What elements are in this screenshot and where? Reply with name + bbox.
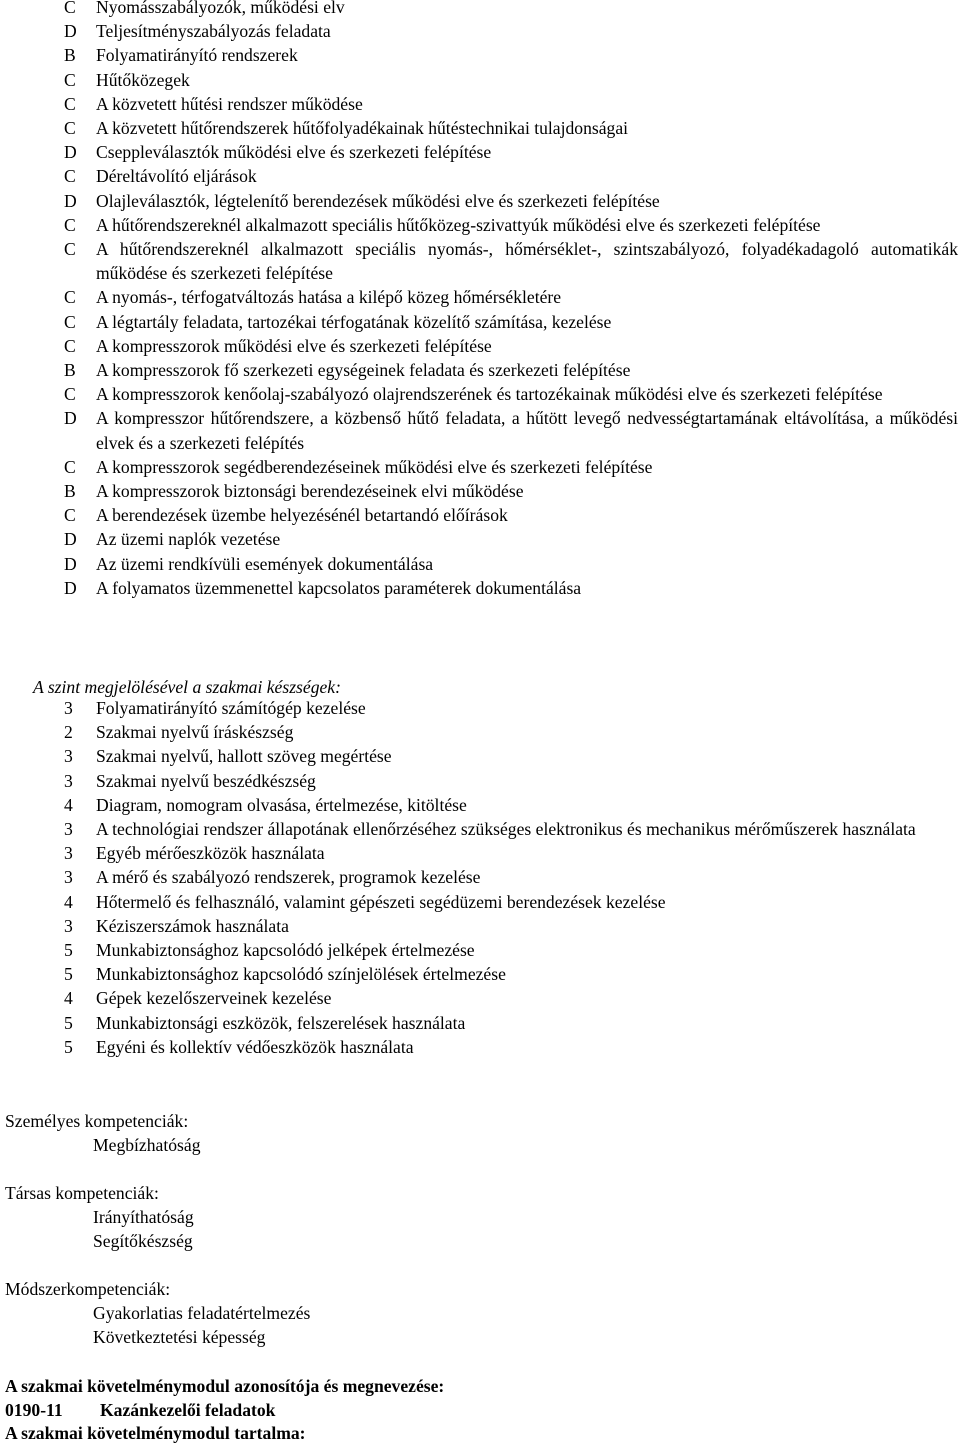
skills-heading: A szint megjelölésével a szakmai készségek: xyxy=(33,677,341,697)
module-content-heading: A szakmai követelménymodul tartalma: xyxy=(5,1423,306,1443)
skill-item-level: 5 xyxy=(64,1036,73,1057)
knowledge-item-text: A közvetett hűtőrendszerek hűtőfolyadékainak hűtéstechnikai tulajdonságai xyxy=(96,118,629,139)
knowledge-item-level: C xyxy=(64,69,76,90)
personal-competencies-title: Személyes kompetenciák: xyxy=(5,1111,189,1131)
knowledge-item xyxy=(0,285,958,309)
module-heading: A szakmai követelménymodul azonosítója és megnevezése: xyxy=(5,1376,445,1396)
knowledge-item-level: C xyxy=(64,335,76,356)
knowledge-item xyxy=(0,479,958,503)
module-name: Kazánkezelői feladatok xyxy=(100,1399,276,1420)
knowledge-item xyxy=(0,19,958,43)
knowledge-item-text: A kompresszorok biztonsági berendezéseinek elvi működése xyxy=(96,481,524,502)
knowledge-item-level: C xyxy=(64,287,76,308)
skill-item-text: A technológiai rendszer állapotának ellenőrzéséhez szükséges elektronikus és mechanikus mérőműszerek használata xyxy=(96,819,916,840)
knowledge-item-text: A nyomás-, térfogatváltozás hatása a kilépő közeg hőmérsékletére xyxy=(96,287,562,308)
personal-competencies xyxy=(0,1109,201,1157)
knowledge-item-level: C xyxy=(64,311,76,332)
skill-item-text: A mérő és szabályozó rendszerek, programok kezelése xyxy=(96,867,481,888)
knowledge-item-text: Déreltávolító eljárások xyxy=(96,166,257,187)
knowledge-item xyxy=(0,0,958,19)
skill-item-level: 3 xyxy=(64,867,73,888)
skill-item-text: Egyéni és kollektív védőeszközök használata xyxy=(96,1036,414,1057)
knowledge-item xyxy=(0,237,958,285)
knowledge-item xyxy=(0,68,958,92)
knowledge-list xyxy=(0,0,958,600)
knowledge-item-level: C xyxy=(64,505,76,526)
personal-competency-item: Megbízhatóság xyxy=(93,1135,201,1155)
knowledge-item-level: C xyxy=(64,166,76,187)
knowledge-item-level: B xyxy=(64,45,76,66)
skill-item-level: 5 xyxy=(64,964,73,985)
module-code: 0190-11 xyxy=(5,1399,63,1420)
knowledge-item-level: C xyxy=(64,118,76,139)
knowledge-item xyxy=(0,358,958,382)
skill-item-text: Munkabiztonsághoz kapcsolódó jelképek értelmezése xyxy=(96,940,475,961)
social-competencies-title: Társas kompetenciák: xyxy=(5,1183,159,1203)
knowledge-item-level: B xyxy=(64,360,76,381)
knowledge-item xyxy=(0,406,958,454)
knowledge-item-text: Az üzemi naplók vezetése xyxy=(96,529,281,550)
skill-item-level: 3 xyxy=(64,843,73,864)
knowledge-item-text: A hűtőrendszereknél alkalmazott speciális hűtőközeg-szivattyúk működési elve és szerkezeti felépítése xyxy=(96,214,821,235)
knowledge-item-text: A folyamatos üzemmenettel kapcsolatos paraméterek dokumentálása xyxy=(96,577,582,598)
skill-item xyxy=(0,744,958,768)
knowledge-item-level: B xyxy=(64,481,76,502)
knowledge-item-level: C xyxy=(64,93,76,114)
skill-item xyxy=(0,938,958,962)
skill-item-level: 3 xyxy=(64,915,73,936)
method-competency-item: Gyakorlatias feladatértelmezés xyxy=(93,1303,311,1323)
skill-item xyxy=(0,769,958,793)
skill-item xyxy=(0,914,958,938)
skill-item xyxy=(0,890,958,914)
skill-item xyxy=(0,962,958,986)
knowledge-item xyxy=(0,92,958,116)
knowledge-item xyxy=(0,576,958,600)
skill-item-level: 3 xyxy=(64,819,73,840)
knowledge-item-level: D xyxy=(64,577,77,598)
knowledge-item-text: A kompresszorok működési elve és szerkezeti felépítése xyxy=(96,335,492,356)
knowledge-item-text: Olajleválasztók, légtelenítő berendezések működési elve és szerkezeti felépítése xyxy=(96,190,660,211)
skill-item-level: 5 xyxy=(64,1012,73,1033)
skill-item-text: Hőtermelő és felhasználó, valamint gépészeti segédüzemi berendezések kezelése xyxy=(96,891,666,912)
skill-item-level: 3 xyxy=(64,746,73,767)
skill-item xyxy=(0,696,958,720)
knowledge-item-level: D xyxy=(64,142,77,163)
skill-item-level: 2 xyxy=(64,722,73,743)
method-competencies xyxy=(0,1277,310,1349)
module-footer xyxy=(5,1375,444,1446)
knowledge-item-level: C xyxy=(64,456,76,477)
module-identifier xyxy=(5,1399,444,1423)
knowledge-item-text: A kompresszorok kenőolaj-szabályozó olajrendszerének és tartozékainak működési elve és szerkezeti felépítése xyxy=(96,384,883,405)
knowledge-item-text: A hűtőrendszereknél alkalmazott speciális nyomás-, hőmérséklet-, szintszabályozó, folyadékadagoló automatikák működése és szerkezeti felépítése xyxy=(96,239,958,284)
skill-item-text: Gépek kezelőszerveinek kezelése xyxy=(96,988,332,1009)
skill-item-text: Folyamatirányító számítógép kezelése xyxy=(96,698,366,718)
skill-item-text: Egyéb mérőeszközök használata xyxy=(96,843,325,864)
skill-item-level: 5 xyxy=(64,940,73,961)
skill-item-level: 4 xyxy=(64,891,73,912)
knowledge-item-text: Az üzemi rendkívüli események dokumentálása xyxy=(96,553,434,574)
knowledge-item-text: A berendezések üzembe helyezésénél betartandó előírások xyxy=(96,505,508,526)
skill-item-text: Kéziszerszámok használata xyxy=(96,915,289,936)
knowledge-item-level: D xyxy=(64,529,77,550)
knowledge-item xyxy=(0,164,958,188)
knowledge-item-text: A légtartály feladata, tartozékai térfogatának közelítő számítása, kezelése xyxy=(96,311,612,332)
social-competency-item: Segítőkészség xyxy=(93,1231,193,1251)
skill-item-text: Szakmai nyelvű, hallott szöveg megértése xyxy=(96,746,392,767)
knowledge-item-level: D xyxy=(64,190,77,211)
knowledge-item xyxy=(0,140,958,164)
skill-item xyxy=(0,865,958,889)
skill-item xyxy=(0,1035,958,1059)
skill-item-text: Diagram, nomogram olvasása, értelmezése, kitöltése xyxy=(96,794,467,815)
skill-item xyxy=(0,793,958,817)
knowledge-item-level: C xyxy=(64,214,76,235)
knowledge-item xyxy=(0,455,958,479)
knowledge-item xyxy=(0,334,958,358)
skill-item-text: Munkabiztonsági eszközök, felszerelések használata xyxy=(96,1012,466,1033)
knowledge-item-level: C xyxy=(64,0,76,17)
skill-item-text: Munkabiztonsághoz kapcsolódó színjelölések értelmezése xyxy=(96,964,506,985)
skills-list xyxy=(0,696,958,1059)
knowledge-item xyxy=(0,552,958,576)
skill-item-text: Szakmai nyelvű íráskészség xyxy=(96,722,294,743)
knowledge-item-level: D xyxy=(64,408,77,429)
skill-item-level: 3 xyxy=(64,770,73,791)
knowledge-item xyxy=(0,213,958,237)
knowledge-item xyxy=(0,189,958,213)
skill-item xyxy=(0,841,958,865)
knowledge-item-level: D xyxy=(64,21,77,42)
knowledge-item-level: C xyxy=(64,384,76,405)
knowledge-item xyxy=(0,503,958,527)
knowledge-item-text: A közvetett hűtési rendszer működése xyxy=(96,93,363,114)
knowledge-item-level: D xyxy=(64,553,77,574)
knowledge-item-text: A kompresszorok fő szerkezeti egységeinek feladata és szerkezeti felépítése xyxy=(96,360,631,381)
skill-item xyxy=(0,720,958,744)
skill-item-level: 4 xyxy=(64,794,73,815)
social-competency-item: Irányíthatóság xyxy=(93,1207,194,1227)
skill-item-level: 4 xyxy=(64,988,73,1009)
knowledge-item-text: Folyamatirányító rendszerek xyxy=(96,45,298,66)
knowledge-item-text: A kompresszor hűtőrendszere, a közbenső hűtő feladata, a hűtött levegő nedvességtartamának eltávolítása, a működési elvek és a szerkezeti felépítés xyxy=(96,408,958,453)
skill-item xyxy=(0,1011,958,1035)
knowledge-item-text: A kompresszorok segédberendezéseinek működési elve és szerkezeti felépítése xyxy=(96,456,653,477)
skill-item xyxy=(0,817,958,841)
knowledge-item-text: Cseppleválasztók működési elve és szerkezeti felépítése xyxy=(96,142,492,163)
skill-item-text: Szakmai nyelvű beszédkészség xyxy=(96,770,316,791)
knowledge-item-level: C xyxy=(64,239,76,260)
knowledge-item xyxy=(0,382,958,406)
knowledge-item-text: Teljesítményszabályozás feladata xyxy=(96,21,331,42)
knowledge-item-text: Hűtőközegek xyxy=(96,69,190,90)
knowledge-item xyxy=(0,116,958,140)
knowledge-item xyxy=(0,310,958,334)
knowledge-item-text: Nyomásszabályozók, működési elv xyxy=(96,0,345,17)
skill-item xyxy=(0,986,958,1010)
knowledge-item xyxy=(0,527,958,551)
method-competency-item: Következtetési képesség xyxy=(93,1327,266,1347)
social-competencies xyxy=(0,1181,194,1253)
skill-item-level: 3 xyxy=(64,698,73,718)
knowledge-item xyxy=(0,43,958,67)
method-competencies-title: Módszerkompetenciák: xyxy=(5,1279,171,1299)
